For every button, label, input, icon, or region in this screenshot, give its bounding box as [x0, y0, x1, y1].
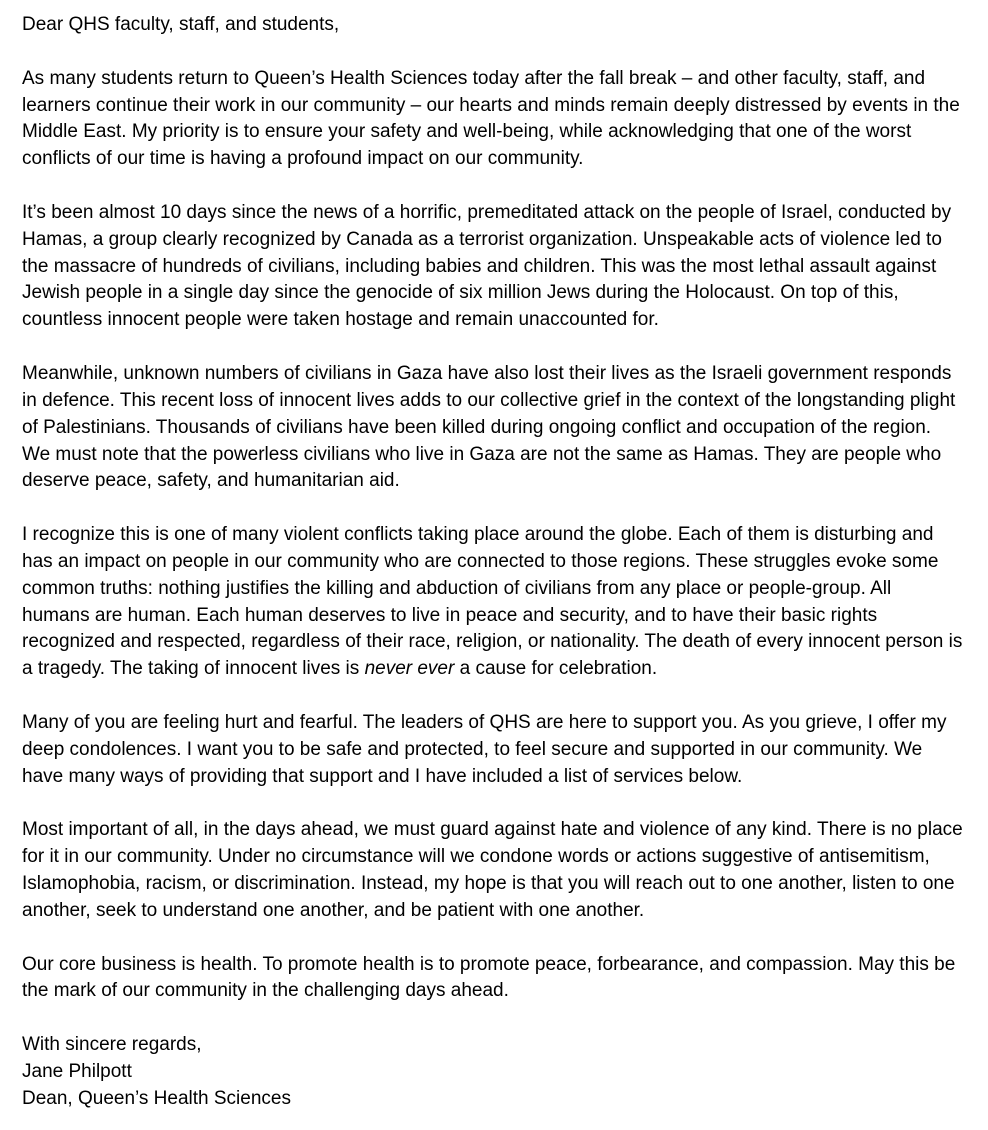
paragraph-core-business: Our core business is health. To promote health is to promote peace, forbearance, and compassion. May this be the mark of our community in the challenging days ahead. — [22, 953, 956, 1002]
paragraph-civilians-in-gaza: Meanwhile, unknown numbers of civilians in Gaza have also lost their lives as the Israeli government responds in defence. This recent loss of innocent lives adds to our collective grief in the context of the longstanding plight of Palestinians. Thousands of civilians have been killed during ongoing conflict and occupation of the region. We must note that the powerless civilians who live in Gaza are not the same as Hamas. They are people who deserve peace, safety, and humanitarian aid. — [22, 362, 956, 492]
signer-name: Jane Philpott — [22, 1060, 132, 1082]
emphasis-never-ever: never ever — [364, 658, 455, 680]
paragraph-guard-against-hate: Most important of all, in the days ahead, we must guard against hate and violence of any kind. There is no place for it in our community. Under no circumstance will we condone words or actions suggestive of antisemitism, Islamophobia, racism, or discrimination. Instead, my hope is that you will reach out to one another, listen to one another, seek to understand one another, and be patient with one another. — [22, 819, 963, 921]
signer-title: Dean, Queen’s Health Sciences — [22, 1087, 291, 1109]
paragraph-common-truths — [22, 522, 964, 683]
paragraph-return-to-campus: As many students return to Queen’s Health Sciences today after the fall break – and other faculty, staff, and learners continue their work in our community – our hearts and minds remain deeply distressed by events in the Middle East. My priority is to ensure your safety and well-being, while acknowledging that one of the worst conflicts of our time is having a profound impact on our community. — [22, 67, 960, 170]
paragraph-common-truths-main: I recognize this is one of many violent conflicts taking place around the globe. Each of them is disturbing and has an impact on people in our community who are connected to those regions. These struggles evoke some common truths: nothing justifies the killing and abduction of civilians from any place or people-group. All humans are human. Each human deserves to live in peace and security, and to have their basic rights recognized and respected, regardless of their race, religion, or nationality. The death of every innocent person is a tragedy. The taking of innocent lives is — [22, 524, 963, 680]
closing: With sincere regards, — [22, 1034, 202, 1056]
paragraph-attack-on-israel: It’s been almost 10 days since the news of a horrific, premeditated attack on the people of Israel, conducted by Hamas, a group clearly recognized by Canada as a terrorist organization. Unspeakable acts of violence led to the massacre of hundreds of civilians, including babies and children. This was the most lethal assault against Jewish people in a single day since the genocide of six million Jews during the Holocaust. On top of this, countless innocent people were taken hostage and remain unaccounted for. — [22, 201, 952, 331]
paragraph-support: Many of you are feeling hurt and fearful. The leaders of QHS are here to support you. As you grieve, I offer my deep condolences. I want you to be safe and protected, to feel secure and supported in our community. We have many ways of providing that support and I have included a list of services below. — [22, 711, 947, 787]
salutation: Dear QHS faculty, staff, and students, — [22, 14, 340, 35]
paragraph-common-truths-end: a cause for celebration. — [454, 658, 658, 680]
